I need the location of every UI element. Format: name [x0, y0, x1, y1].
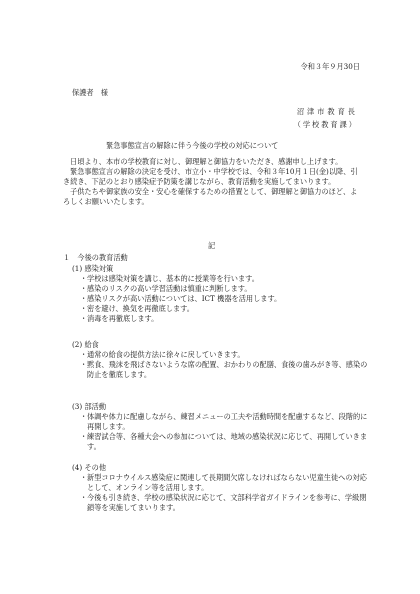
- list-item: ・ 消毒を再徹底します。: [80, 314, 370, 324]
- list-item: ・ 体調や体力に配慮しながら、練習メニューの工夫や活動時間を配慮するなど、段階的に再開します。: [80, 412, 370, 432]
- subsection-4-heading: (4) その他: [72, 463, 107, 472]
- intro-paragraph-3: 子供たちや御家族の安全・安心を確保するための措置として、御理解と御協力のほど、よろしくお願いいたします。: [63, 187, 358, 206]
- document-title: 緊急事態宣言の解除に伴う今後の学校の対応について: [106, 141, 279, 150]
- intro-paragraph-1: 日頃より、本市の学校教育に対し、御理解と御協力をいただき、感謝申し上げます。: [70, 157, 343, 166]
- list-item: ・ 今後も引き続き、学校の感染状況に応じて、文部科学省ガイドラインを参考に、学級閉鎖等を実施してまいります。: [80, 493, 370, 513]
- list-item: ・ 黙食、飛沫を飛ばさないような席の配置、おかわりの配膳、食後の歯みがき等、感染の防止を徹底します。: [80, 360, 370, 380]
- list-item: ・ 新型コロナウイルス感染症に関連して長期間欠席しなければならない児童生徒への対応として、オンライン等を活用します。: [80, 473, 370, 493]
- list-item: ・ 密を避け、換気を再徹底します。: [80, 304, 370, 314]
- intro-section: [63, 157, 363, 207]
- list-item: ・ 感染のリスクの高い学習活動は慎重に判断します。: [80, 284, 370, 294]
- subsection-1-list: [80, 274, 370, 324]
- subsection-4-list: [80, 473, 370, 513]
- list-item: ・ 学校は感染対策を講じ、基本的に授業等を行います。: [80, 274, 370, 284]
- subsection-3-heading: (3) 部活動: [72, 402, 107, 411]
- main-section-heading: １ 今後の教育活動: [63, 253, 128, 262]
- subsection-2-list: [80, 350, 370, 380]
- subsection-2-heading: (2) 給食: [72, 340, 99, 349]
- subsection-1-heading: (1) 感染対策: [72, 264, 114, 273]
- sender-department: （学校教育課）: [293, 120, 358, 129]
- list-item: ・ 感染リスクが高い活動については、ICT 機器を活用します。: [80, 294, 370, 304]
- list-item: ・ 通常の給食の提供方法に徐々に戻していきます。: [80, 350, 370, 360]
- sender-name: 沼津市教育長: [296, 107, 358, 116]
- list-item: ・ 練習試合等、各種大会への参加については、地域の感染状況に応じて、再開していきます。: [80, 432, 370, 452]
- subsection-3-list: [80, 412, 370, 452]
- addressee: 保護者 様: [72, 88, 108, 97]
- ki-heading: 記: [208, 241, 216, 250]
- document-date: 令和３年９月30日: [300, 62, 360, 71]
- intro-paragraph-2: 緊急事態宣言の解除の決定を受け、市立小・中学校では、令和３年10月１日(金)以降、引き続き、下記のとおり感染症予防策を講じながら、教育活動を実施してまいります。: [63, 167, 358, 186]
